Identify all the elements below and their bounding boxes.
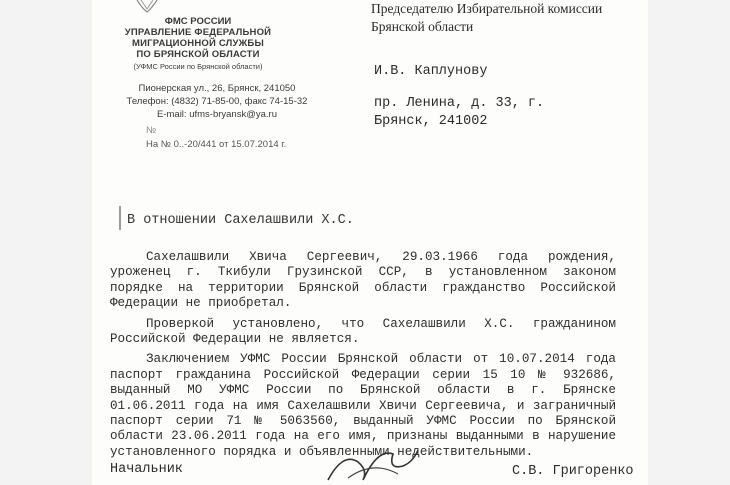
subject-line: В отношении Сахелашвили Х.С. (127, 213, 354, 228)
letterhead (98, 16, 298, 73)
agency-line-3: МИГРАЦИОННОЙ СЛУЖБЫ (132, 38, 264, 49)
left-margin (0, 0, 92, 485)
body-paragraph-2: Проверкой установлено, что Сахелашвили Х.С. гражданином Российской Федерации не является. (110, 316, 616, 347)
agency-line-2: УПРАВЛЕНИЕ ФЕДЕРАЛЬНОЙ (124, 27, 272, 38)
agency-address: Пионерская ул., 26, Брянск, 241050 (138, 83, 296, 94)
emblem-icon (107, 0, 187, 14)
subject-bracket (119, 206, 121, 230)
signatory-name: С.В. Григоренко (512, 464, 634, 479)
letterhead-contacts (122, 82, 312, 121)
reference-number: На № 0..-20/441 от 15.07.2014 г. (146, 139, 287, 150)
agency-phone: Телефон: (4832) 71-85-00, факс 74-15-32 (126, 96, 308, 107)
addressee-title: Председателю Избирательной комиссии Брянской области (371, 1, 603, 34)
agency-name: ФМС РОССИИ (164, 16, 232, 27)
addressee-name: И.В. Каплунову (374, 64, 488, 79)
right-margin (648, 0, 730, 485)
agency-line-4: ПО БРЯНСКОЙ ОБЛАСТИ (136, 49, 260, 60)
agency-email: E-mail: ufms-bryansk@ya.ru (157, 109, 277, 120)
addressee-address: пр. Ленина, д. 33, г. Брянск, 241002 (374, 96, 545, 129)
body-paragraph-1: Сахелашвили Хвича Сергеевич, 29.03.1966 года рождения, уроженец г. Ткибули Грузинской ССР, в установленном законом порядке на территории Брянской области гражданство Российской Федерации не приобретал. (110, 250, 616, 311)
outgoing-number: № (146, 125, 157, 136)
letter-body (110, 250, 616, 465)
agency-line-5: (УФМС России по Брянской области) (133, 62, 263, 71)
signatory-position: Начальник (110, 462, 183, 477)
reference-block (146, 124, 316, 152)
handwritten-signature-icon (318, 440, 438, 485)
body-paragraph-3: Заключением УФМС России Брянской области от 10.07.2014 года паспорт гражданина Российской Федерации серии 15 10 № 932686, выданный МО УФМС России по Брянской области в г. Брянске 01.06.2011 года на имя Сахелашвили Хвичи Сергеевича, и заграничный паспорт серии 71 № 5063560, выданный УФМС России по Брянской области 23.06.2011 года на его имя, признаны выданными в нарушение установленного порядка и объявленными недействительными. (110, 352, 616, 459)
